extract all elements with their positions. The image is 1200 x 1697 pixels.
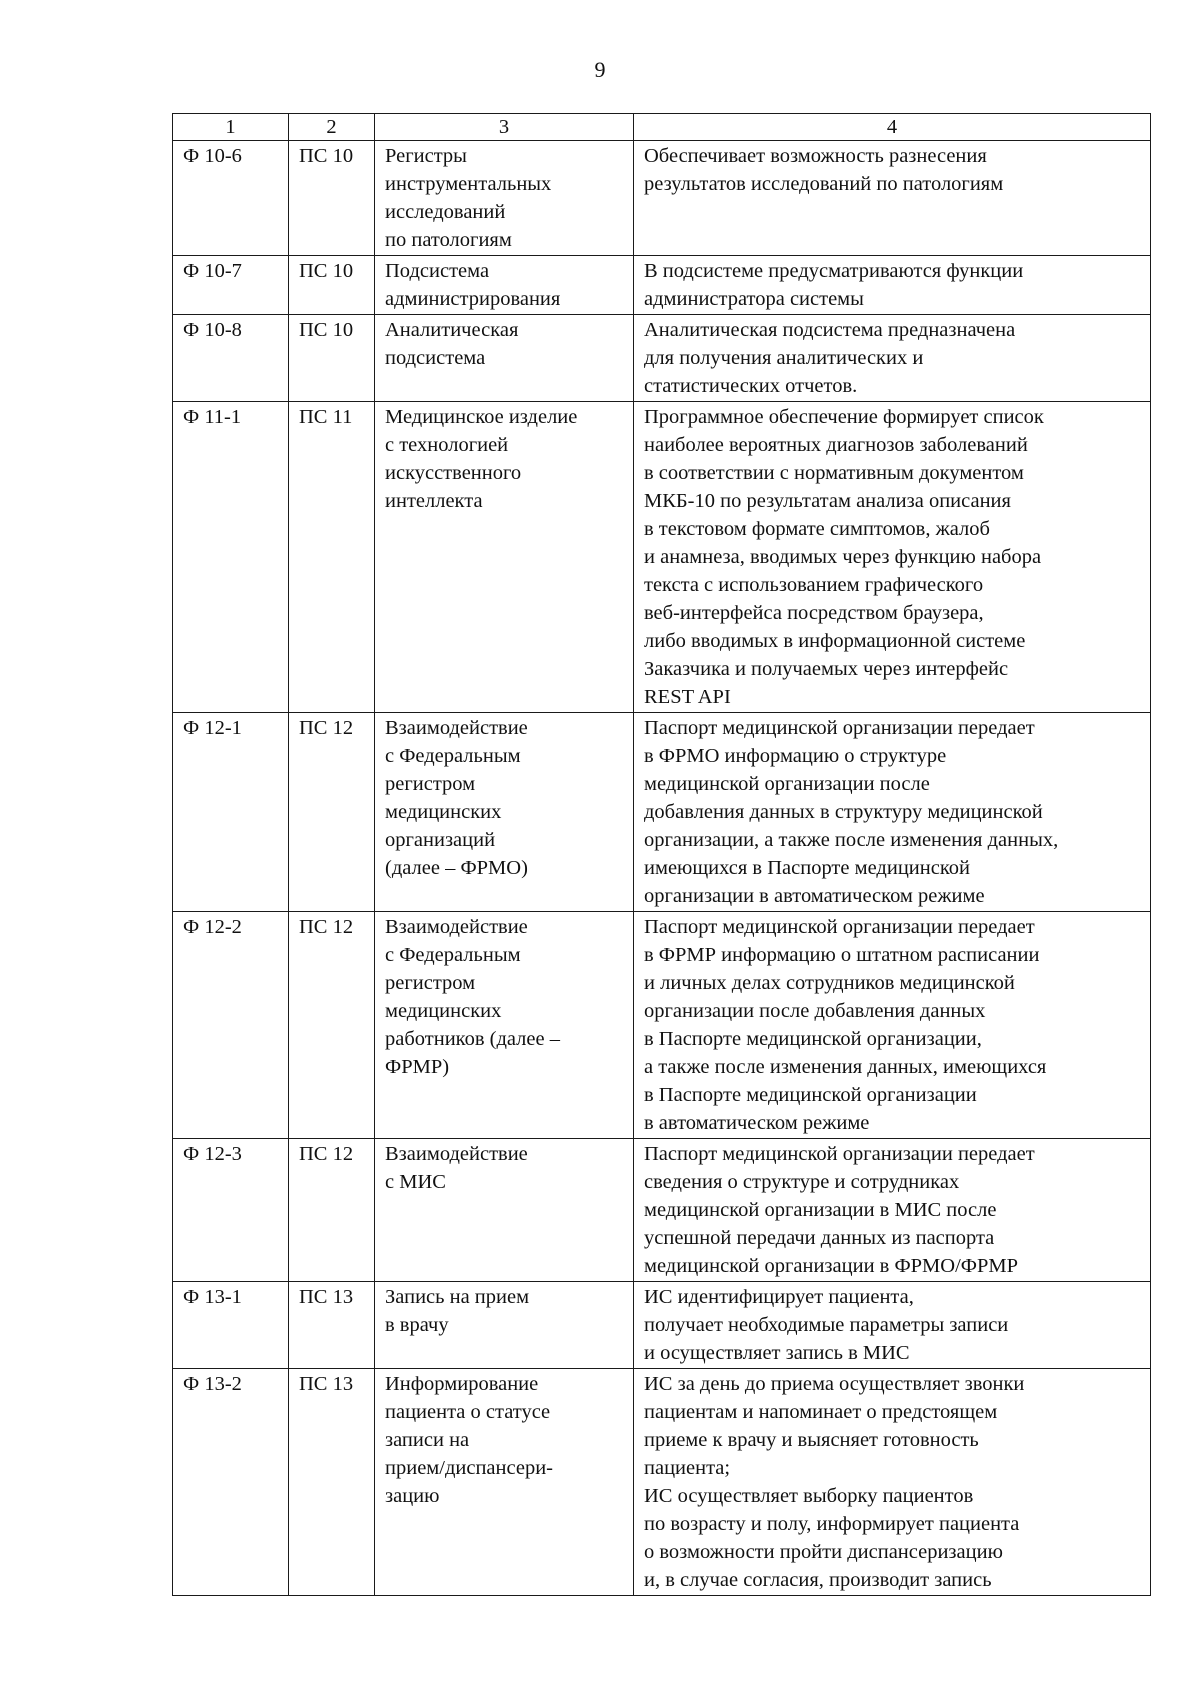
column-header-2: 2 xyxy=(289,114,375,141)
subsystem-code: ПС 12 xyxy=(289,713,375,912)
table-row xyxy=(173,713,1151,912)
function-name: Взаимодействие с Федеральным регистром медицинских организаций (далее – ФРМО) xyxy=(375,713,634,912)
function-code: Ф 12-2 xyxy=(173,912,289,1139)
subsystem-code: ПС 12 xyxy=(289,1139,375,1282)
function-description: Паспорт медицинской организации передает в ФРМР информацию о штатном расписании и личных делах сотрудников медицинской организации после добавления данных в Паспорте медицинской организации, а также после изменения данных, имеющихся в Паспорте медицинской организации в автоматическом режиме xyxy=(634,912,1151,1139)
table-row xyxy=(173,912,1151,1139)
function-code: Ф 10-7 xyxy=(173,256,289,315)
subsystem-code: ПС 10 xyxy=(289,315,375,402)
function-description: Паспорт медицинской организации передает сведения о структуре и сотрудниках медицинской организации в МИС после успешной передачи данных из паспорта медицинской организации в ФРМО/ФРМР xyxy=(634,1139,1151,1282)
function-description: ИС идентифицирует пациента, получает необходимые параметры записи и осуществляет запись в МИС xyxy=(634,1282,1151,1369)
function-name: Информирование пациента о статусе записи на прием/диспансери- зацию xyxy=(375,1369,634,1596)
table-row xyxy=(173,315,1151,402)
function-code: Ф 13-2 xyxy=(173,1369,289,1596)
function-code: Ф 10-8 xyxy=(173,315,289,402)
function-code: Ф 12-1 xyxy=(173,713,289,912)
function-code: Ф 13-1 xyxy=(173,1282,289,1369)
function-name: Подсистема администрирования xyxy=(375,256,634,315)
table-row xyxy=(173,1282,1151,1369)
function-code: Ф 12-3 xyxy=(173,1139,289,1282)
function-name: Регистры инструментальных исследований по патологиям xyxy=(375,141,634,256)
function-code: Ф 10-6 xyxy=(173,141,289,256)
table-row xyxy=(173,1369,1151,1596)
subsystem-code: ПС 12 xyxy=(289,912,375,1139)
table-row xyxy=(173,402,1151,713)
subsystem-code: ПС 10 xyxy=(289,141,375,256)
subsystem-code: ПС 13 xyxy=(289,1282,375,1369)
function-description: Обеспечивает возможность разнесения результатов исследований по патологиям xyxy=(634,141,1151,256)
column-header-3: 3 xyxy=(375,114,634,141)
function-name: Запись на прием в врачу xyxy=(375,1282,634,1369)
page-number: 9 xyxy=(594,57,606,82)
table-row xyxy=(173,141,1151,256)
function-name: Аналитическая подсистема xyxy=(375,315,634,402)
function-code: Ф 11-1 xyxy=(173,402,289,713)
function-description: Аналитическая подсистема предназначена для получения аналитических и статистических отчетов. xyxy=(634,315,1151,402)
function-name: Взаимодействие с Федеральным регистром медицинских работников (далее – ФРМР) xyxy=(375,912,634,1139)
function-description: В подсистеме предусматриваются функции администратора системы xyxy=(634,256,1151,315)
function-name: Взаимодействие с МИС xyxy=(375,1139,634,1282)
functions-table xyxy=(172,113,1151,1596)
column-header-1: 1 xyxy=(173,114,289,141)
function-description: Паспорт медицинской организации передает в ФРМО информацию о структуре медицинской организации после добавления данных в структуру медицинской организации, а также после изменения данных, имеющихся в Паспорте медицинской организации в автоматическом режиме xyxy=(634,713,1151,912)
subsystem-code: ПС 13 xyxy=(289,1369,375,1596)
table-header-row xyxy=(173,114,1151,141)
function-description: ИС за день до приема осуществляет звонки пациентам и напоминает о предстоящем приеме к врачу и выясняет готовность пациента; ИС осуществляет выборку пациентов по возрасту и полу, информирует пациента о возможности пройти диспансеризацию и, в случае согласия, производит запись xyxy=(634,1369,1151,1596)
subsystem-code: ПС 11 xyxy=(289,402,375,713)
table-row xyxy=(173,1139,1151,1282)
function-description: Программное обеспечение формирует список наиболее вероятных диагнозов заболеваний в соответствии с нормативным документом МКБ-10 по результатам анализа описания в текстовом формате симптомов, жалоб и анамнеза, вводимых через функцию набора текста с использованием графического веб-интерфейса посредством браузера, либо вводимых в информационной системе Заказчика и получаемых через интерфейс REST API xyxy=(634,402,1151,713)
function-name: Медицинское изделие с технологией искусственного интеллекта xyxy=(375,402,634,713)
table-row xyxy=(173,256,1151,315)
subsystem-code: ПС 10 xyxy=(289,256,375,315)
column-header-4: 4 xyxy=(634,114,1151,141)
